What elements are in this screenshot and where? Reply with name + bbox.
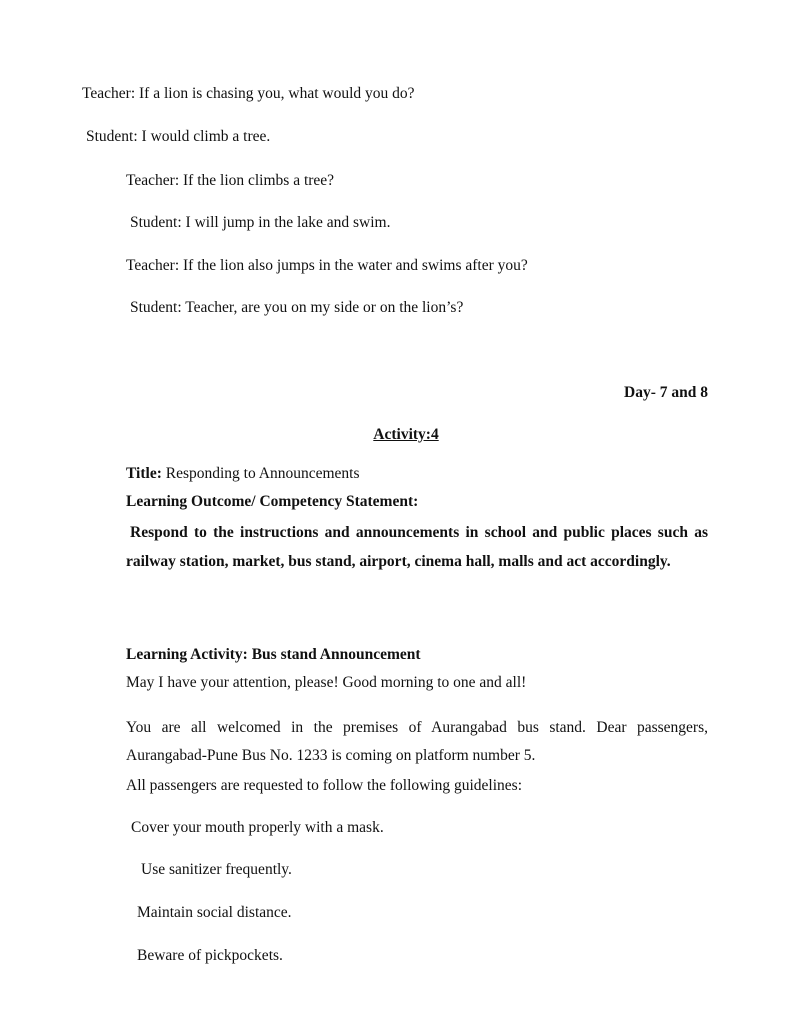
guideline-item-2: Use sanitizer frequently. [141,861,292,878]
dialogue-line-5: Teacher: If the lion also jumps in the water and swims after you? [126,257,528,274]
guideline-item-4: Beware of pickpockets. [137,947,283,964]
dialogue-line-3: Teacher: If the lion climbs a tree? [126,172,335,189]
title-label: Title: [126,465,162,482]
dialogue-line-6: Student: Teacher, are you on my side or on the lion’s? [130,299,464,316]
title-row [126,464,360,484]
guideline-item-1: Cover your mouth properly with a mask. [131,819,384,836]
day-heading: Day- 7 and 8 [624,384,708,401]
learning-activity-heading: Learning Activity: Bus stand Announcement [126,646,421,663]
announcement-paragraph: You are all welcomed in the premises of Aurangabad bus stand. Dear passengers, Aurangabad-Pune Bus No. 1233 is coming on platform number 5. [126,719,708,764]
outcome-text: Respond to the instructions and announcements in school and public places such as railway station, market, bus stand, airport, cinema hall, malls and act accordingly. [126,524,708,570]
dialogue-line-1: Teacher: If a lion is chasing you, what would you do? [82,85,415,102]
outcome-label: Learning Outcome/ Competency Statement: [126,493,419,510]
activity-heading: Activity:4 [373,426,439,443]
guideline-item-3: Maintain social distance. [137,904,292,921]
attention-line: May I have your attention, please! Good morning to one and all! [126,674,527,691]
guidelines-intro: All passengers are requested to follow the following guidelines: [126,777,523,794]
title-value: Responding to Announcements [165,465,360,482]
dialogue-line-2: Student: I would climb a tree. [86,128,271,145]
dialogue-line-4: Student: I will jump in the lake and swim. [130,214,391,231]
